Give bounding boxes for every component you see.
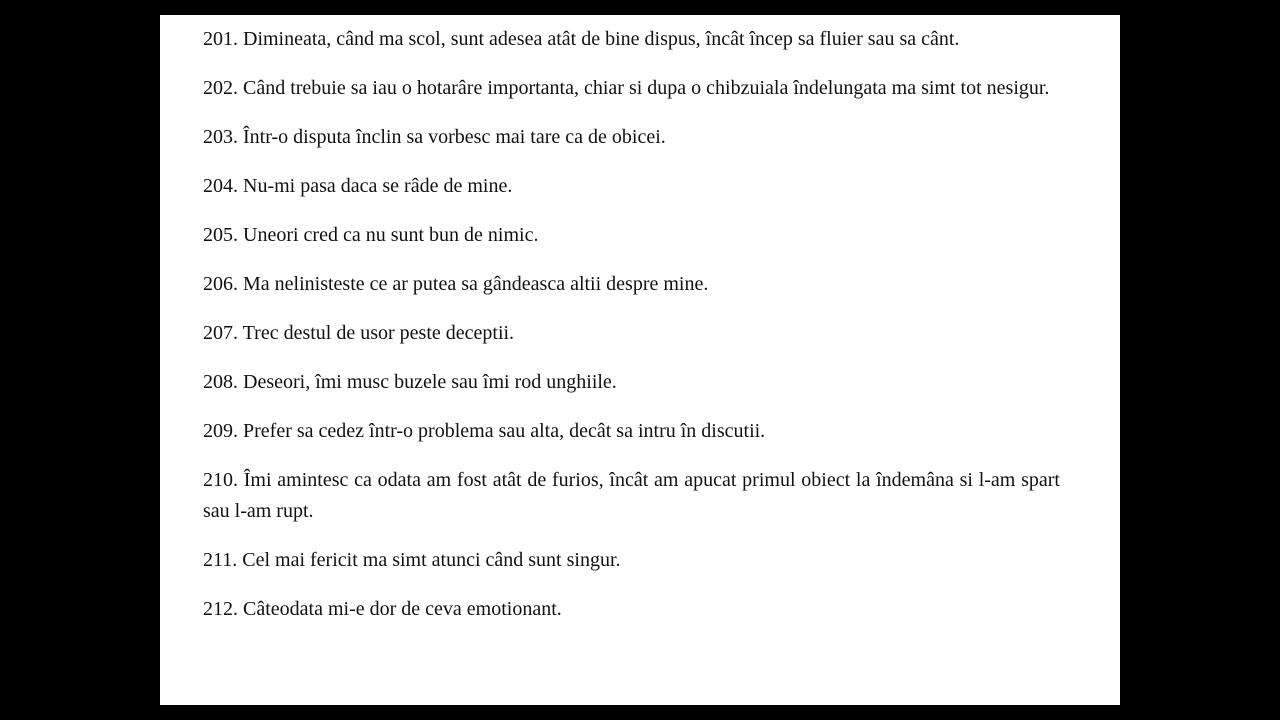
document-page (160, 15, 1120, 705)
questionnaire-list (203, 24, 1060, 643)
question-item: 210. Îmi amintesc ca odata am fost atât de furios, încât am apucat primul obiect la îndemâna si l-am spart sau l-am rupt. (203, 469, 1060, 522)
question-item: 212. Câteodata mi-e dor de ceva emotionant. (203, 598, 562, 620)
question-item: 208. Deseori, îmi musc buzele sau îmi rod unghiile. (203, 371, 617, 393)
question-item: 211. Cel mai fericit ma simt atunci când sunt singur. (203, 549, 621, 571)
question-item: 209. Prefer sa cedez într-o problema sau alta, decât sa intru în discutii. (203, 420, 766, 442)
question-item: 203. Într-o disputa înclin sa vorbesc mai tare ca de obicei. (203, 126, 666, 148)
question-item: 207. Trec destul de usor peste deceptii. (203, 322, 515, 344)
question-item: 206. Ma nelinisteste ce ar putea sa gândeasca altii despre mine. (203, 273, 709, 295)
question-item: 205. Uneori cred ca nu sunt bun de nimic. (203, 224, 539, 246)
question-item: 202. Când trebuie sa iau o hotarâre importanta, chiar si dupa o chibzuiala îndelungata ma simt tot nesigur. (203, 77, 1050, 99)
question-item: 201. Dimineata, când ma scol, sunt adesea atât de bine dispus, încât încep sa fluier sau sa cânt. (203, 28, 960, 50)
question-item: 204. Nu-mi pasa daca se râde de mine. (203, 175, 513, 197)
